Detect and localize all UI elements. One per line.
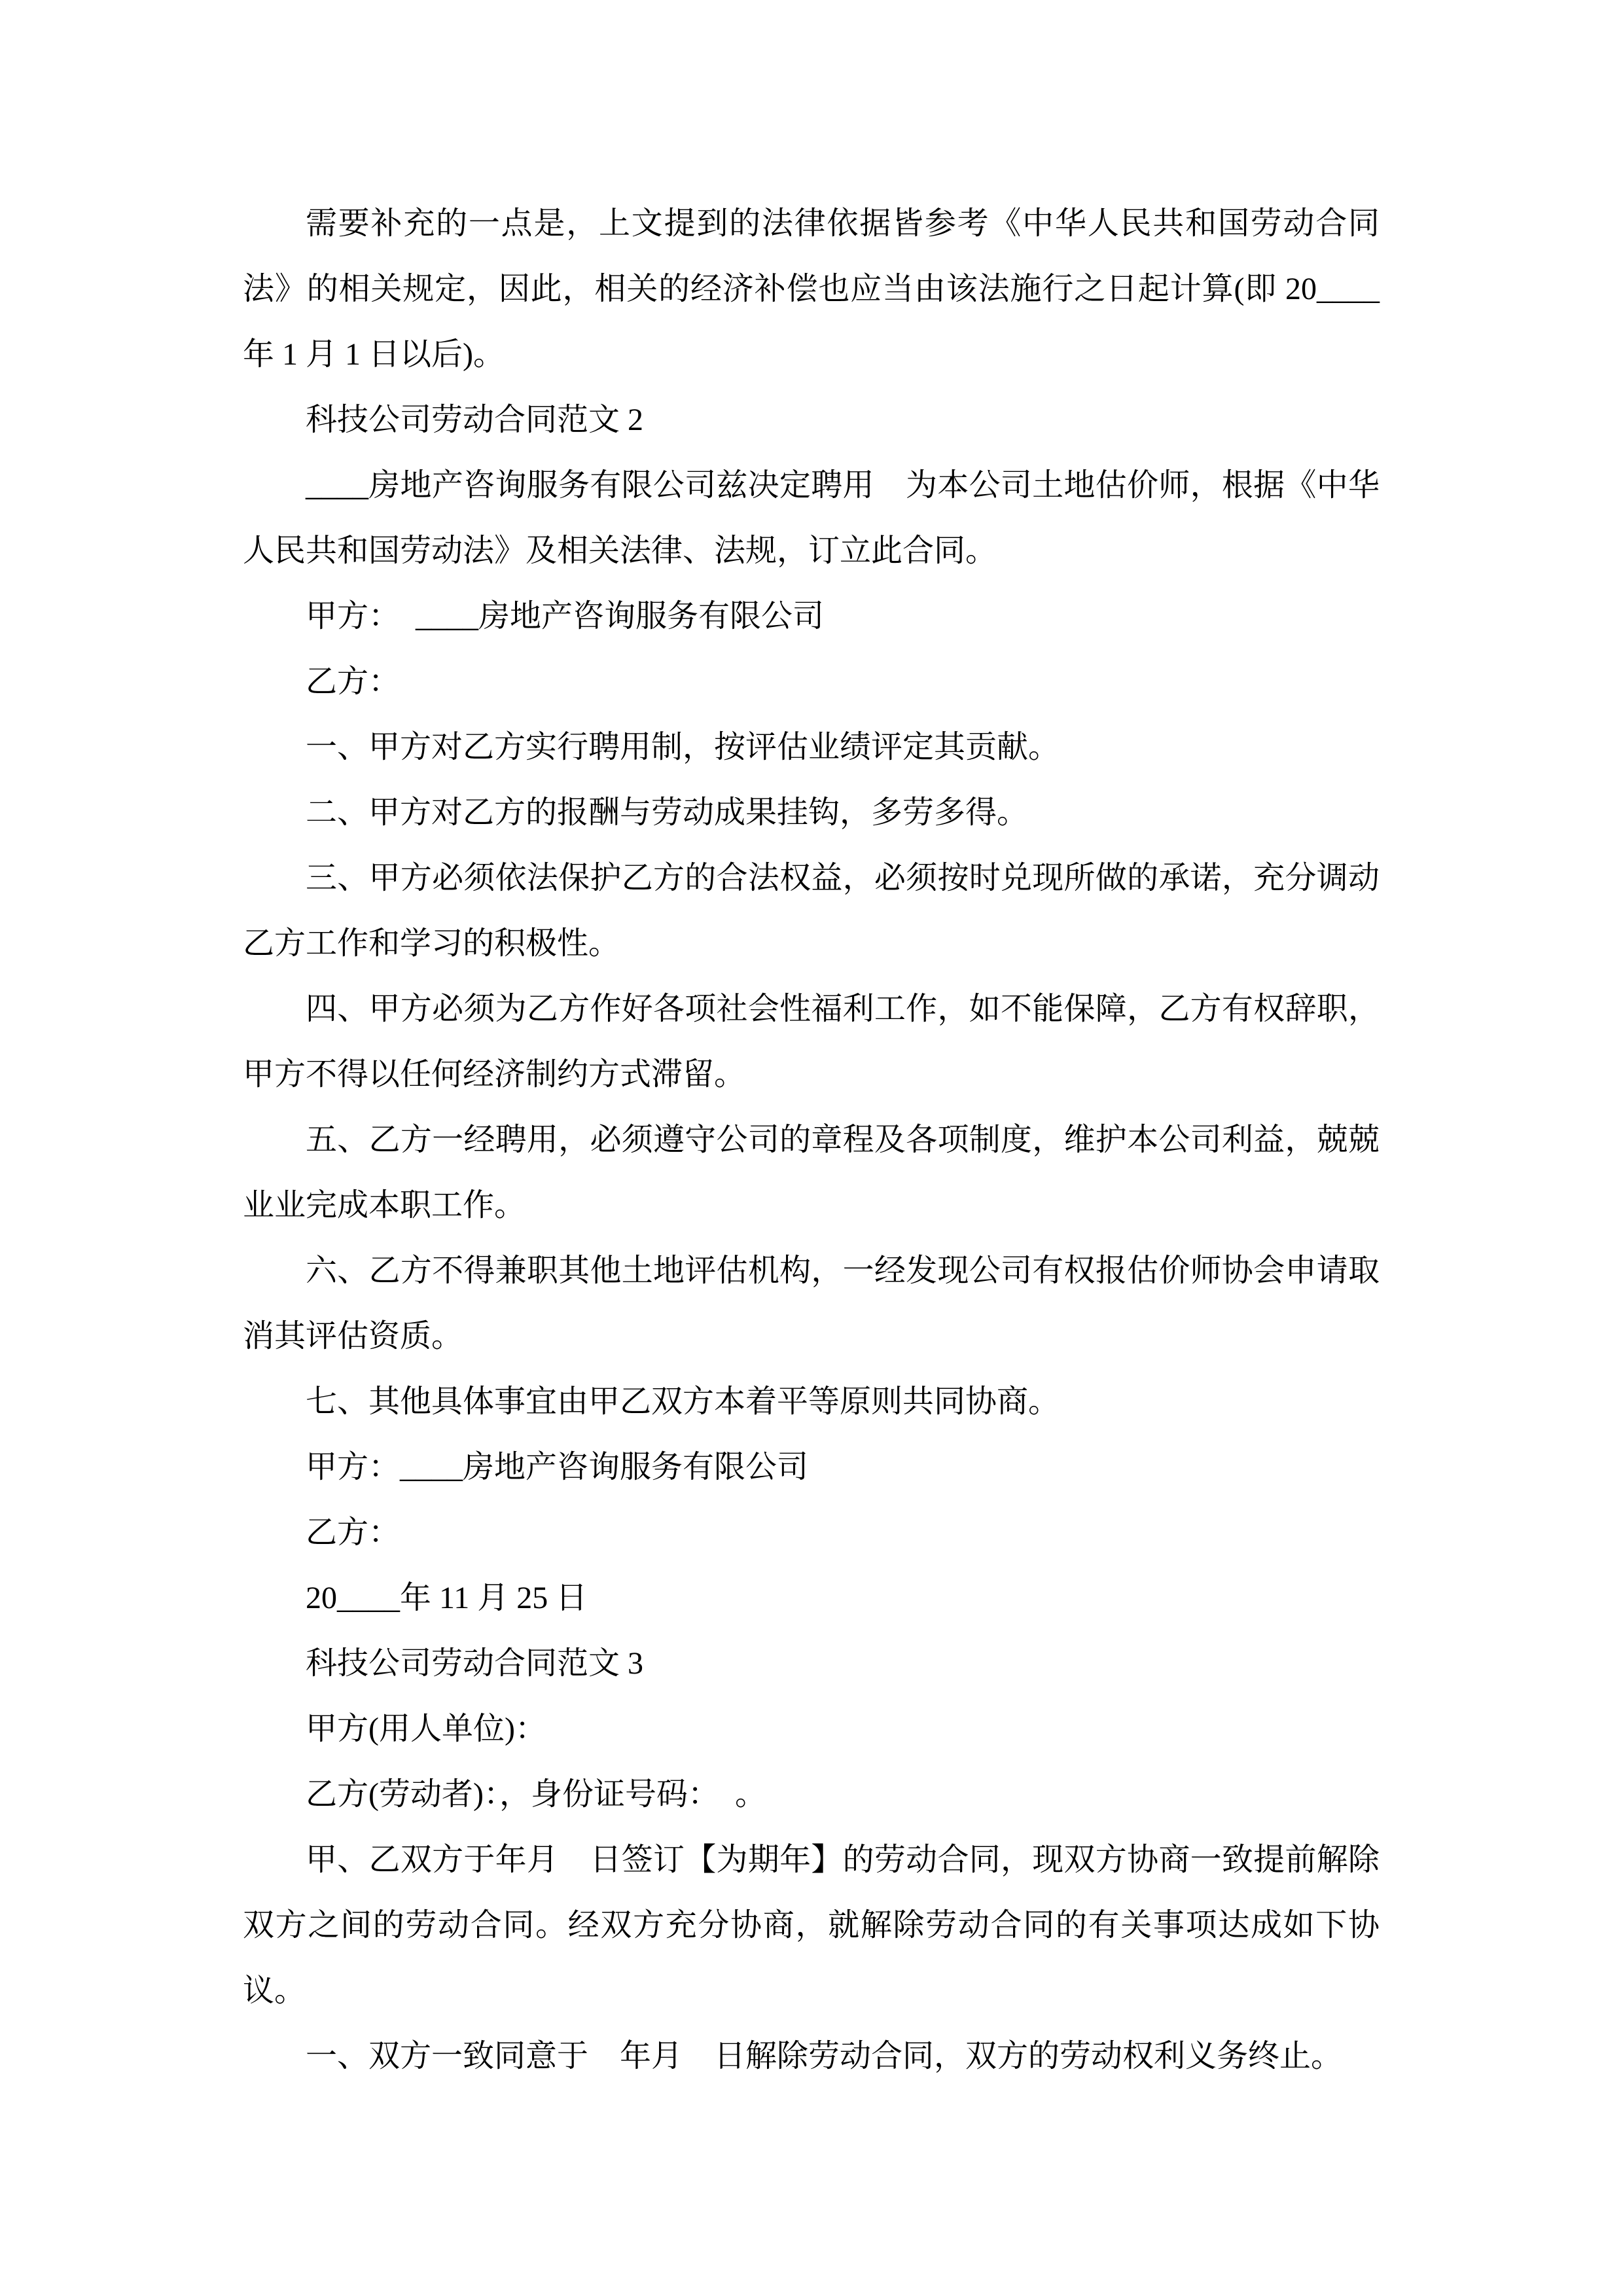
paragraph: 乙方：	[306, 664, 401, 699]
paragraph: 甲方(用人单位)：	[306, 1712, 546, 1746]
paragraph: 三、甲方必须依法保护乙方的合法权益，必须按时兑现所做的承诺，充分调动乙方工作和学习的积极性。	[243, 861, 1380, 961]
paragraph: 四、甲方必须为乙方作好各项社会性福利工作，如不能保障，乙方有权辞职，甲方不得以任何经济制约方式滞留。	[243, 992, 1380, 1092]
paragraph: 二、甲方对乙方的报酬与劳动成果挂钩，多劳多得。	[306, 795, 1029, 830]
paragraph: 甲方： ____房地产咨询服务有限公司	[306, 599, 825, 634]
paragraph: 需要补充的一点是，上文提到的法律依据皆参考《中华人民共和国劳动合同法》的相关规定，因此，相关的经济补偿也应当由该法施行之日起计算(即 20____年 1 月 1 日以后)。	[243, 206, 1380, 372]
document-body	[243, 191, 1380, 2089]
paragraph: 乙方(劳动者)：，身份证号码： 。	[306, 1777, 766, 1812]
paragraph: 甲、乙双方于年月 日签订【为期年】的劳动合同，现双方协商一致提前解除双方之间的劳动合同。经双方充分协商，就解除劳动合同的有关事项达成如下协议。	[243, 1842, 1380, 2008]
paragraph: 一、双方一致同意于 年月 日解除劳动合同，双方的劳动权利义务终止。	[306, 2039, 1343, 2073]
paragraph: 七、其他具体事宜由甲乙双方本着平等原则共同协商。	[306, 1384, 1060, 1419]
section-title: 科技公司劳动合同范文 2	[306, 403, 644, 437]
paragraph: 五、乙方一经聘用，必须遵守公司的章程及各项制度，维护本公司利益，兢兢业业完成本职工作。	[243, 1122, 1380, 1223]
paragraph: 一、甲方对乙方实行聘用制，按评估业绩评定其贡献。	[306, 730, 1060, 764]
paragraph: 六、乙方不得兼职其他土地评估机构，一经发现公司有权报估价师协会申请取消其评估资质。	[243, 1253, 1380, 1354]
paragraph: ____房地产咨询服务有限公司兹决定聘用 为本公司土地估价师，根据《中华人民共和国劳动法》及相关法律、法规，订立此合同。	[243, 468, 1380, 568]
section-title: 科技公司劳动合同范文 3	[306, 1646, 644, 1681]
paragraph: 乙方：	[306, 1515, 401, 1550]
paragraph: 甲方：____房地产咨询服务有限公司	[306, 1450, 809, 1484]
paragraph: 20____年 11 月 25 日	[306, 1581, 588, 1615]
